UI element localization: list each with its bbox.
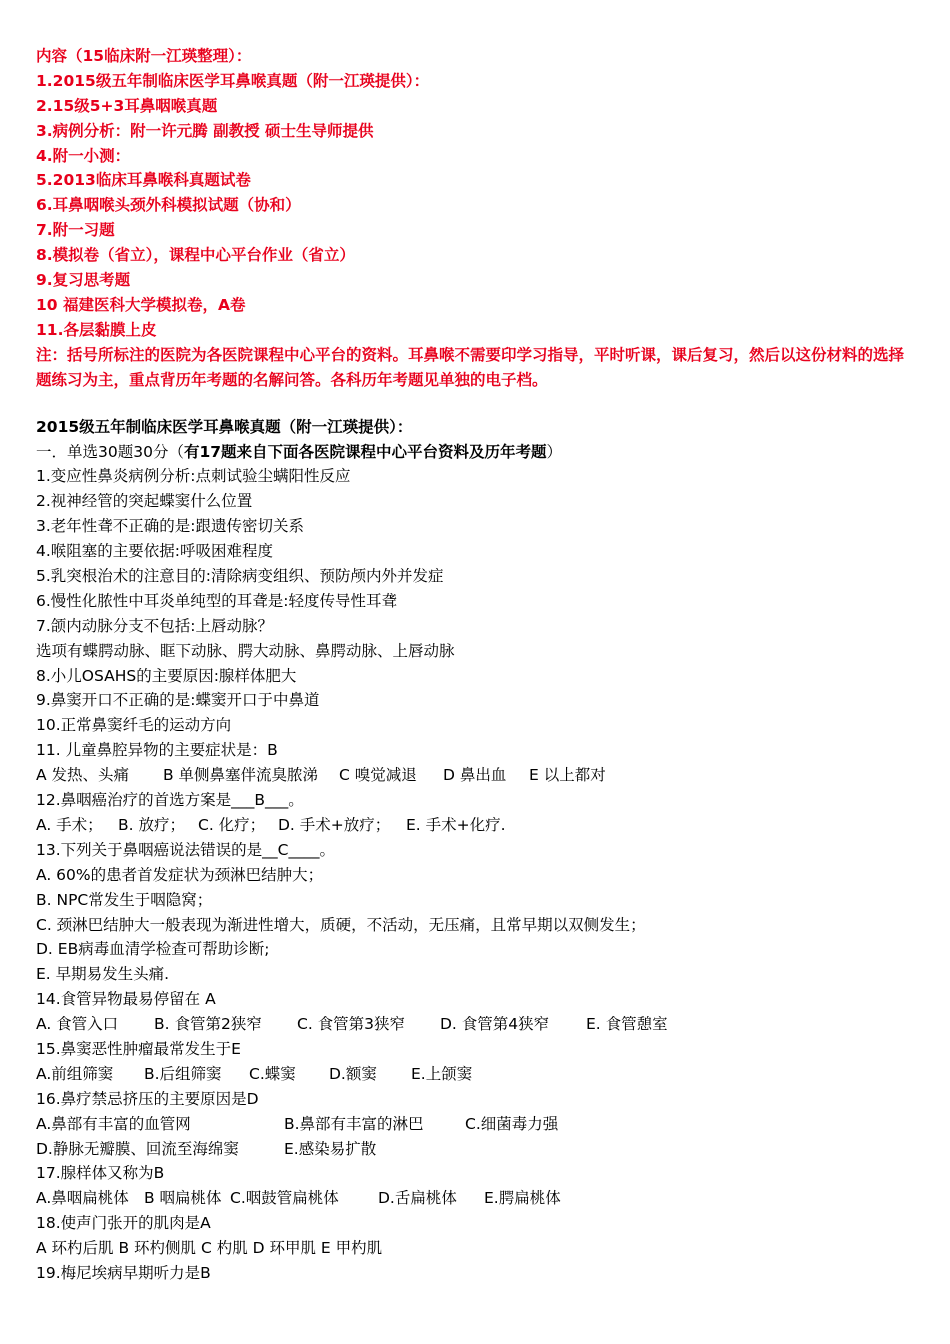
question-13-option-e: E. 早期易发生头痛. — [36, 965, 170, 984]
question-16-options — [36, 1137, 916, 1162]
option: B 单侧鼻塞伴流臭脓涕 — [163, 766, 319, 785]
question-19: 19.梅尼埃病早期听力是B — [36, 1263, 211, 1282]
contents-item: 6.耳鼻咽喉头颈外科模拟试题（协和） — [36, 196, 301, 215]
question-17: 17.腺样体又称为B — [36, 1164, 165, 1183]
question-5: 5.乳突根治术的注意目的:清除病变组织、预防颅内外并发症 — [36, 567, 444, 586]
document-page — [36, 44, 916, 1286]
question-7-options: 选项有蝶腭动脉、眶下动脉、腭大动脉、鼻腭动脉、上唇动脉 — [36, 641, 455, 660]
question-13-option-c: C. 颈淋巴结肿大一般表现为渐进性增大，质硬，不活动，无压痛，且常早期以双侧发生； — [36, 915, 646, 934]
contents-item: 7.附一习题 — [36, 221, 115, 240]
option: E. 食管憩室 — [586, 1015, 668, 1034]
contents-item: 9.复习思考题 — [36, 271, 131, 290]
question-7: 7.颌内动脉分支不包括:上唇动脉？ — [36, 616, 274, 635]
contents-item: 10 福建医科大学模拟卷，A卷 — [36, 295, 246, 314]
option: A. 食管入口 — [36, 1015, 119, 1034]
contents-item: 3.病例分析：附一许元腾 副教授 硕士生导师提供 — [36, 121, 374, 140]
question-13-option-b: B. NPC常发生于咽隐窝； — [36, 890, 213, 909]
question-15-options — [36, 1062, 916, 1087]
contents-heading: 内容（15临床附一江瑛整理）： — [36, 47, 252, 65]
option: C.咽鼓管扁桃体 — [230, 1189, 339, 1208]
option: D.静脉无瓣膜、回流至海绵窦 — [36, 1139, 239, 1158]
question-6: 6.慢性化脓性中耳炎单纯型的耳聋是:轻度传导性耳聋 — [36, 591, 398, 610]
question-1: 1.变应性鼻炎病例分析:点刺试验尘螨阳性反应 — [36, 467, 351, 486]
contents-item: 11.各层黏膜上皮 — [36, 320, 157, 339]
question-15: 15.鼻窦恶性肿瘤最常发生于E — [36, 1039, 241, 1058]
contents-item: 5.2013临床耳鼻喉科真题试卷 — [36, 171, 251, 190]
option: B. 放疗； — [118, 815, 185, 834]
question-14-options — [36, 1012, 916, 1037]
question-12: 12.鼻咽癌治疗的首选方案是___B___。 — [36, 791, 304, 810]
question-10: 10.正常鼻窦纤毛的运动方向 — [36, 716, 232, 735]
option: C.蝶窦 — [249, 1064, 296, 1083]
question-12-options — [36, 813, 916, 838]
option: A 发热、头痛 — [36, 766, 130, 785]
option: B 咽扁桃体 — [144, 1189, 222, 1208]
option: C 嗅觉减退 — [339, 766, 417, 785]
question-8: 8.小儿OSAHS的主要原因:腺样体肥大 — [36, 666, 297, 685]
contents-item: 4.附一小测： — [36, 146, 131, 165]
question-16: 16.鼻疗禁忌挤压的主要原因是D — [36, 1089, 259, 1108]
option: E 以上都对 — [529, 766, 606, 785]
question-17-options — [36, 1186, 916, 1211]
option: C.细菌毒力强 — [465, 1114, 559, 1133]
option: E. 手术+化疗. — [406, 815, 506, 834]
question-4: 4.喉阻塞的主要依据:呼吸困难程度 — [36, 542, 274, 561]
question-2: 2.视神经管的突起蝶窦什么位置 — [36, 492, 253, 511]
contents-item: 1.2015级五年制临床医学耳鼻喉真题（附一江瑛提供）： — [36, 71, 430, 90]
option: B.后组筛窦 — [144, 1064, 222, 1083]
question-18-options: A 环杓后肌 B 环杓侧肌 C 杓肌 D 环甲肌 E 甲杓肌 — [36, 1239, 383, 1258]
option: E.上颌窦 — [411, 1064, 473, 1083]
option: E.感染易扩散 — [284, 1139, 377, 1158]
option: D.舌扁桃体 — [378, 1189, 457, 1208]
contents-note: 注：括号所标注的医院为各医院课程中心平台的资料。耳鼻喉不需要印学习指导，平时听课，课后复习，然后以这份材料的选择题练习为主，重点背历年考题的名解问答。各科历年考题见单独的电子档。 — [36, 345, 905, 389]
question-9: 9.鼻窦开口不正确的是:蝶窦开口于中鼻道 — [36, 691, 320, 710]
option: C. 化疗； — [198, 815, 266, 834]
question-3: 3.老年性聋不正确的是:跟遗传密切关系 — [36, 517, 305, 536]
subtitle-bold: 有17题来自下面各医院课程中心平台资料及历年考题 — [183, 442, 547, 461]
section-subtitle — [36, 440, 916, 465]
contents-item: 8.模拟卷（省立），课程中心平台作业（省立） — [36, 246, 355, 265]
question-13-option-d: D. EB病毒血清学检查可帮助诊断; — [36, 940, 270, 959]
option: D. 手术+放疗； — [278, 815, 391, 834]
subtitle-end: ） — [546, 442, 563, 461]
question-13: 13.下列关于鼻咽癌说法错误的是__C____。 — [36, 840, 335, 859]
option: E.腭扁桃体 — [484, 1189, 561, 1208]
section-title: 2015级五年制临床医学耳鼻喉真题（附一江瑛提供）： — [36, 417, 413, 436]
question-11: 11. 儿童鼻腔异物的主要症状是：B — [36, 741, 278, 760]
subtitle-plain: 一．单选30题30分（ — [36, 442, 184, 461]
option: B.鼻部有丰富的淋巴 — [284, 1114, 424, 1133]
option: B. 食管第2狭窄 — [154, 1015, 262, 1034]
option: D 鼻出血 — [443, 766, 507, 785]
option: A.鼻咽扁桃体 — [36, 1189, 129, 1208]
option: A. 手术； — [36, 815, 103, 834]
question-14: 14.食管异物最易停留在 A — [36, 990, 216, 1009]
option: A.前组筛窦 — [36, 1064, 114, 1083]
question-18: 18.使声门张开的肌肉是A — [36, 1214, 211, 1233]
question-11-options — [36, 763, 916, 788]
contents-item: 2.15级5+3耳鼻咽喉真题 — [36, 96, 218, 115]
option: D. 食管第4狭窄 — [440, 1015, 550, 1034]
question-16-options — [36, 1112, 916, 1137]
option: C. 食管第3狭窄 — [297, 1015, 406, 1034]
option: A.鼻部有丰富的血管网 — [36, 1114, 191, 1133]
question-13-option-a: A. 60%的患者首发症状为颈淋巴结肿大； — [36, 865, 324, 884]
option: D.额窦 — [329, 1064, 377, 1083]
